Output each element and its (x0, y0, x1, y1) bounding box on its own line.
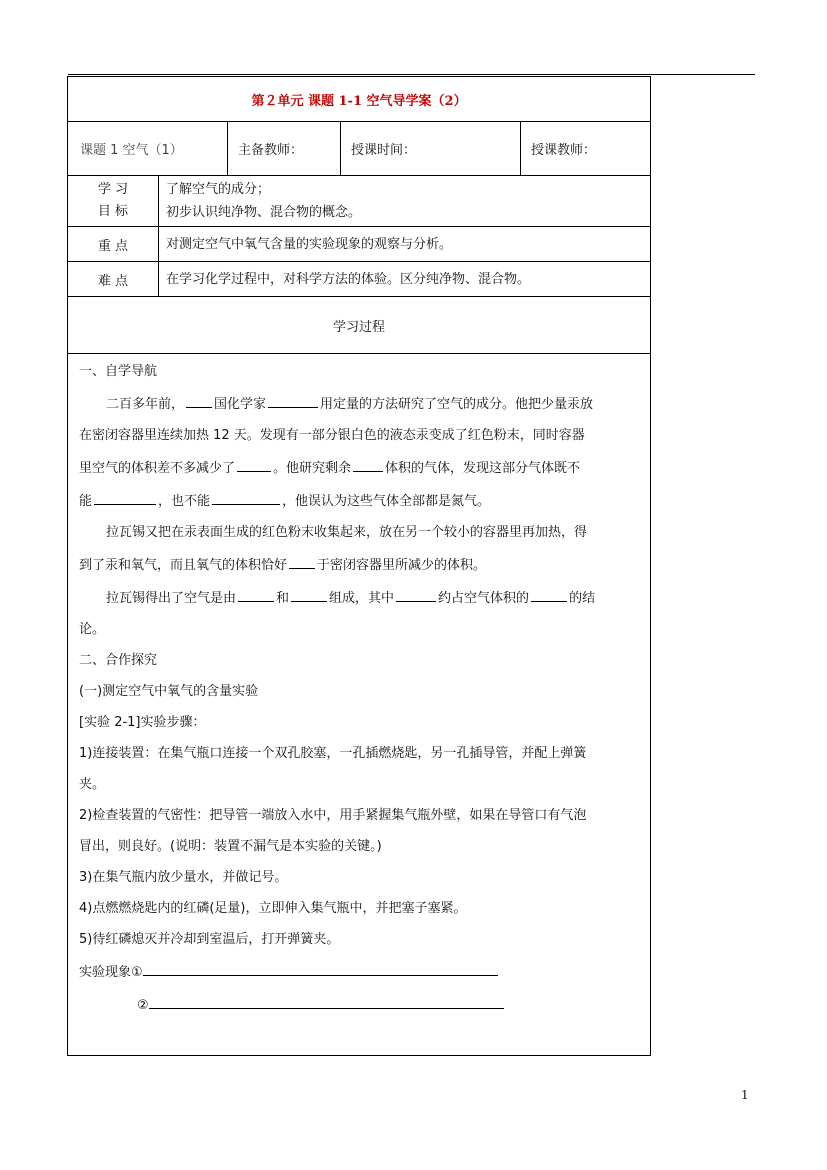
paragraph-line: 能 ，也不能 ，他误认为这些气体全部都是氮气。 (79, 490, 640, 512)
section1-heading: 一、自学导航 (79, 364, 158, 379)
observation-line-1: 实验现象① (79, 961, 640, 983)
step-line: 5)待红磷熄灭并冷却到室温后，打开弹簧夹。 (79, 932, 340, 947)
step-line: 冒出，则良好。(说明：装置不漏气是本实验的关键。) (79, 839, 382, 854)
objective-item: 了解空气的成分； (166, 182, 271, 197)
objectives-label-line1: 学 习 (97, 182, 129, 197)
observation-line-2: ② (79, 994, 640, 1016)
paragraph-line: 论。 (79, 622, 106, 637)
paragraph-line: 在密闭容器里连续加热 12 天。发现有一部分银白色的液态汞变成了红色粉末，同时容器 (79, 428, 585, 443)
fill-blank[interactable] (353, 457, 383, 472)
paragraph-line: 拉瓦锡得出了空气是由 和 组成，其中 约占空气体积的 的结 (79, 587, 640, 609)
teacher-label: 授课教师： (521, 122, 651, 176)
objectives-label-line2: 目 标 (97, 204, 129, 219)
key-point-text: 对测定空气中氧气含量的实验现象的观察与分析。 (159, 227, 651, 262)
fill-blank[interactable] (238, 587, 274, 602)
process-heading: 学习过程 (68, 297, 651, 354)
paragraph-line: 里空气的体积差不多减少了 。他研究剩余 体积的气体，发现这部分气体既不 (79, 457, 640, 479)
experiment-title: [实验 2-1]实验步骤： (79, 715, 206, 730)
page-number: 1 (741, 1088, 749, 1102)
worksheet-table (67, 76, 651, 1056)
key-point-label: 重 点 (68, 227, 159, 262)
fill-blank[interactable] (94, 490, 156, 505)
answer-line[interactable] (149, 994, 504, 1009)
step-line: 1)连接装置：在集气瓶口连接一个双孔胶塞，一孔插燃烧匙，另一孔插导管，并配上弹簧 (79, 746, 587, 761)
fill-blank[interactable] (186, 393, 212, 408)
step-line: 夹。 (79, 777, 106, 792)
lesson-name: 课题 1 空气（1） (68, 122, 228, 176)
section2-heading: 二、合作探究 (79, 653, 158, 668)
objectives-label (68, 176, 159, 227)
objectives-content (159, 176, 651, 227)
fill-blank[interactable] (268, 393, 318, 408)
step-line: 3)在集气瓶内放少量水，并做记号。 (79, 870, 288, 885)
step-line: 2)检查装置的气密性：把导管一端放入水中，用手紧握集气瓶外壁，如果在导管口有气泡 (79, 808, 587, 823)
paragraph-line: 拉瓦锡又把在汞表面生成的红色粉末收集起来，放在另一个较小的容器里再加热，得 (106, 525, 588, 540)
top-rule (68, 74, 755, 75)
fill-blank[interactable] (291, 587, 327, 602)
answer-line[interactable] (143, 961, 498, 976)
page-title: 第２单元 课题 1-1 空气导学案（2） (68, 77, 651, 122)
paragraph-line: 二百多年前， 国化学家 用定量的方法研究了空气的成分。他把少量汞放 (79, 393, 640, 415)
difficulty-label: 难 点 (68, 262, 159, 297)
fill-blank[interactable] (289, 554, 315, 569)
class-time-label: 授课时间： (341, 122, 521, 176)
objective-item: 初步认识纯净物、混合物的概念。 (166, 205, 362, 220)
fill-blank[interactable] (212, 490, 280, 505)
subsection-heading: (一)测定空气中氧气的含量实验 (79, 684, 259, 699)
fill-blank[interactable] (237, 457, 271, 472)
fill-blank[interactable] (531, 587, 567, 602)
paragraph-line: 到了汞和氧气，而且氧气的体积恰好 于密闭容器里所减少的体积。 (79, 554, 640, 576)
lead-teacher-label: 主备教师： (228, 122, 341, 176)
step-line: 4)点燃燃烧匙内的红磷(足量)，立即伸入集气瓶中，并把塞子塞紧。 (79, 901, 467, 916)
difficulty-text: 在学习化学过程中，对科学方法的体验。区分纯净物、混合物。 (159, 262, 651, 297)
fill-blank[interactable] (396, 587, 436, 602)
learning-process-body (68, 354, 651, 1056)
